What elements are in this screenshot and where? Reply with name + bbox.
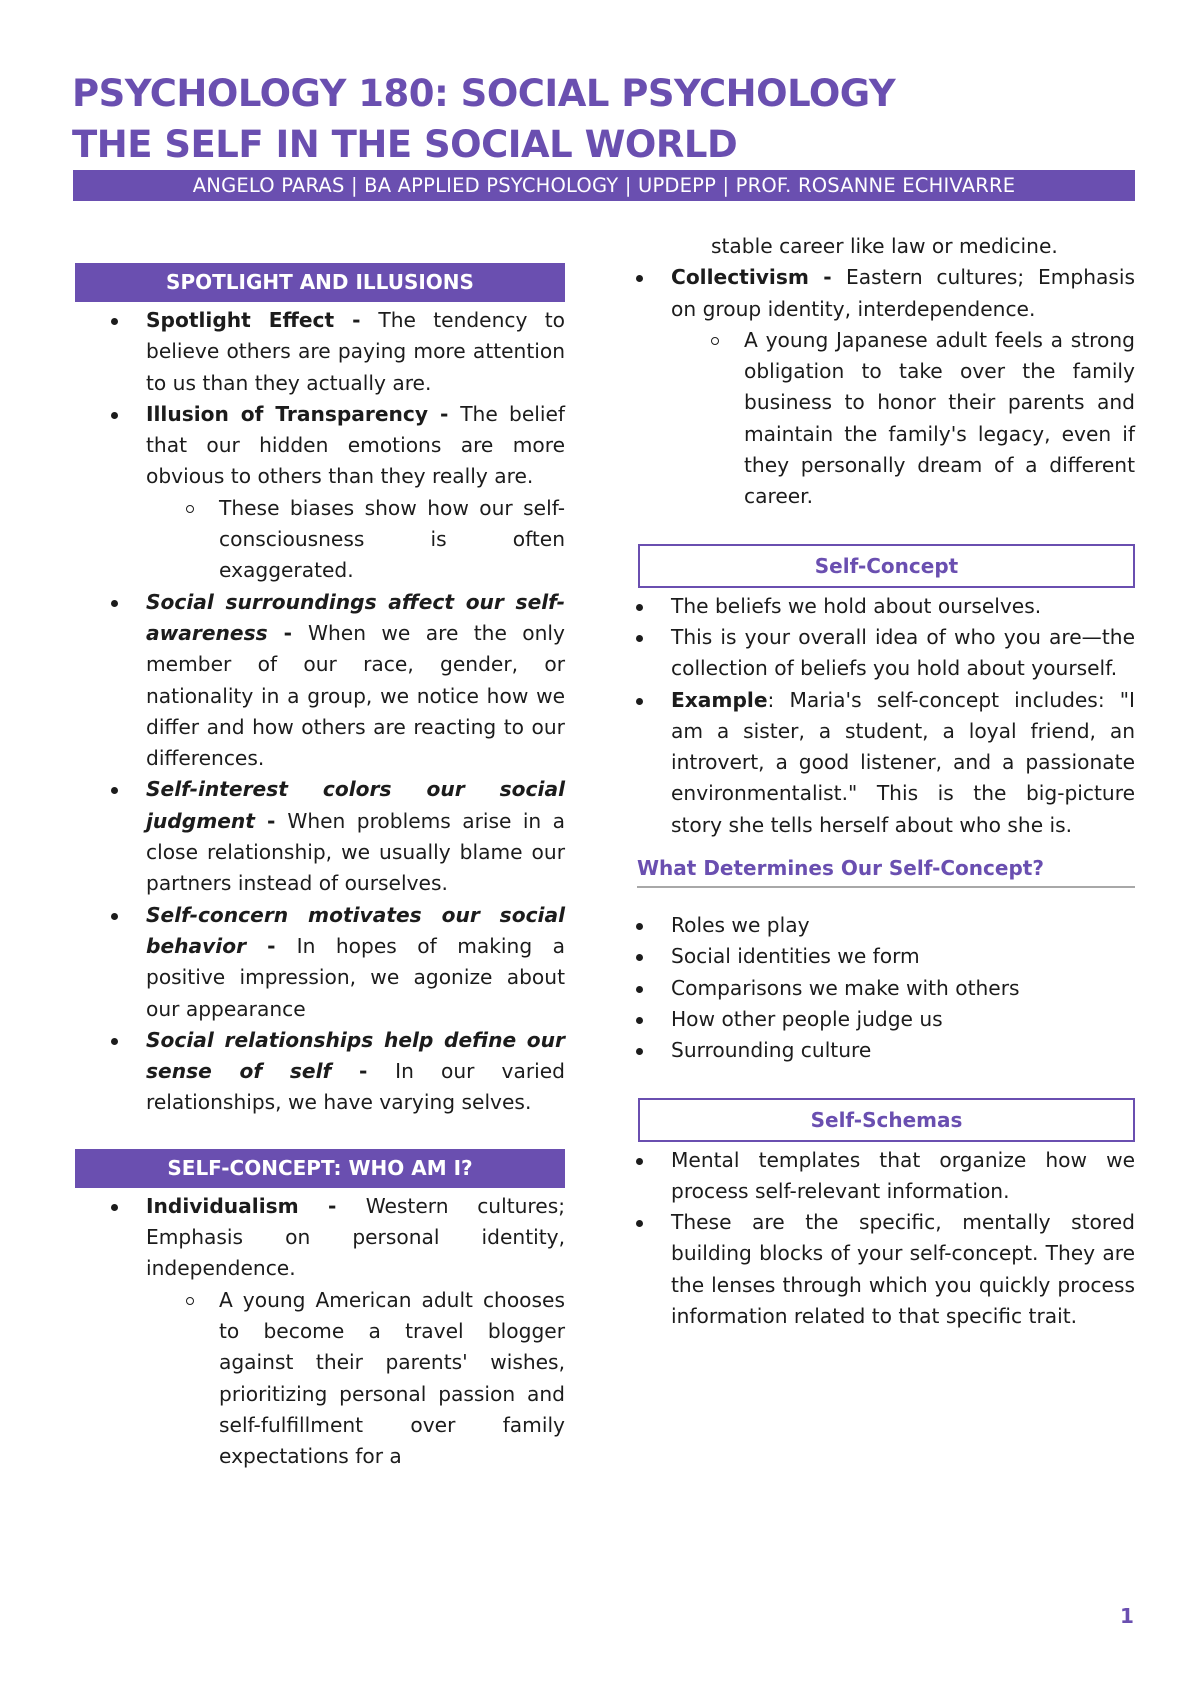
continued-text: stable career like law or medicine.: [711, 234, 1058, 258]
collectivism-list: [600, 262, 1135, 512]
definition: The belief that our hidden emotions are more obvious to others than they really are.: [146, 401, 566, 489]
term: Social surroundings affect our self-awareness: [146, 589, 565, 645]
section-heading-self-schemas: Self-Schemas: [638, 1098, 1135, 1142]
term: Self-interest colors our social judgment: [146, 777, 565, 833]
sub-list: [146, 493, 565, 587]
section-heading-self-concept: Self-Concept: [638, 544, 1135, 588]
list-item: Social identities we form: [600, 941, 1135, 972]
list-item: Roles we play: [600, 910, 1135, 941]
culture-list: [75, 1191, 565, 1473]
list-item: How other people judge us: [600, 1004, 1135, 1035]
term: Individualism: [146, 1193, 299, 1218]
list-item: Collectivism - Eastern cultures; Emphasis on group identity, interdependence. A young Japanese adult feels a strong obligation to take over the family business to honor their parents and maintain the family's legacy, even if they personally dream of a different career.: [600, 262, 1135, 512]
list-item: These are the specific, mentally stored building blocks of your self-concept. They are the lenses through which you quickly process information related to that specific trait.: [600, 1207, 1135, 1332]
list-item: Self-concern motivates our social behavior - In hopes of making a positive impression, we agonize about our appearance: [75, 900, 565, 1025]
sub-list-item: These biases show how our self-consciousness is often exaggerated.: [146, 493, 565, 587]
definition: The tendency to believe others are paying more attention to us than they actually are.: [146, 308, 565, 395]
definition: When problems arise in a close relationship, we usually blame our partners instead of ourselves.: [146, 808, 565, 896]
sub-list: [671, 325, 1135, 513]
list-item: Social surroundings affect our self-awareness - When we are the only member of our race, gender, or nationality in a group, we notice how we differ and how others are reacting to our differences.: [75, 587, 565, 775]
author-byline: ANGELO PARAS | BA APPLIED PSYCHOLOGY | UPDEPP | PROF. ROSANNE ECHIVARRE: [73, 170, 1135, 201]
sub-list: [146, 1285, 565, 1473]
page-number: 1: [1120, 1604, 1134, 1628]
list-item: Spotlight Effect - The tendency to believe others are paying more attention to us than they actually are.: [75, 305, 565, 399]
section-heading-self-concept-who: SELF-CONCEPT: WHO AM I?: [75, 1149, 565, 1188]
term: Spotlight Effect: [146, 308, 335, 332]
list-item: This is your overall idea of who you are—the collection of beliefs you hold about yourself.: [600, 622, 1135, 685]
list-item: The beliefs we hold about ourselves.: [600, 591, 1135, 622]
section-heading-spotlight: SPOTLIGHT AND ILLUSIONS: [75, 263, 565, 302]
list-item: Example: Maria's self-concept includes: "I am a sister, a student, a loyal friend, an introvert, a good listener, and a passionate environmentalist." This is the big-picture story she tells herself about who she is.: [600, 685, 1135, 841]
definition: Eastern cultures; Emphasis on group identity, interdependence.: [671, 265, 1136, 321]
list-item: Social relationships help define our sense of self - In our varied relationships, we have varying selves.: [75, 1025, 565, 1119]
list-item: Comparisons we make with others: [600, 973, 1135, 1004]
term: Illusion of Transparency: [146, 401, 429, 426]
left-column: [75, 263, 565, 1472]
list-item: Mental templates that organize how we process self-relevant information.: [600, 1145, 1135, 1208]
list-item: Surrounding culture: [600, 1035, 1135, 1066]
term: Example: [671, 687, 768, 712]
document-subtitle: THE SELF IN THE SOCIAL WORLD: [72, 123, 738, 166]
sub-list-item: A young American adult chooses to become a travel blogger against their parents' wishes, prioritizing personal passion and self-fulfillment over family expectations for a: [146, 1285, 565, 1473]
spotlight-list: [75, 305, 565, 1119]
self-schemas-list: [600, 1145, 1135, 1333]
definition: In our varied relationships, we have varying selves.: [146, 1059, 565, 1115]
term: Collectivism: [671, 265, 809, 290]
definition: Maria's self-concept includes: "I am a sister, a student, a loyal friend, an introvert, a good listener, and a passionate environmentalist." This is the big-picture story she tells herself about who she is.: [671, 687, 1135, 837]
sub-list-item: A young Japanese adult feels a strong obligation to take over the family business to honor their parents and maintain the family's legacy, even if they personally dream of a different career.: [671, 325, 1135, 513]
subheading-determines: What Determines Our Self-Concept?: [637, 853, 1135, 888]
definition: When we are the only member of our race, gender, or nationality in a group, we notice how we differ and how others are reacting to our differences.: [146, 620, 565, 771]
list-item: Illusion of Transparency - The belief that our hidden emotions are more obvious to others than they really are. These biases show how our self-consciousness is often exaggerated.: [75, 399, 565, 587]
self-concept-list: [600, 591, 1135, 841]
list-item: Individualism - Western cultures; Emphasis on personal identity, independence. A young American adult chooses to become a travel blogger against their parents' wishes, prioritizing personal passion and self-fulfillment over family expectations for a: [75, 1191, 565, 1473]
list-item: Self-interest colors our social judgment - When problems arise in a close relationship, we usually blame our partners instead of ourselves.: [75, 774, 565, 899]
term: Social relationships help define our sense of self: [146, 1027, 565, 1084]
definition: In hopes of making a positive impression, we agonize about our appearance: [146, 933, 565, 1021]
term: Self-concern motivates our social behavior: [146, 902, 565, 958]
definition: Western cultures; Emphasis on personal identity, independence.: [146, 1193, 566, 1281]
document-title: PSYCHOLOGY 180: SOCIAL PSYCHOLOGY: [72, 72, 896, 115]
right-column: [638, 231, 1135, 1332]
determines-list: [600, 910, 1135, 1066]
